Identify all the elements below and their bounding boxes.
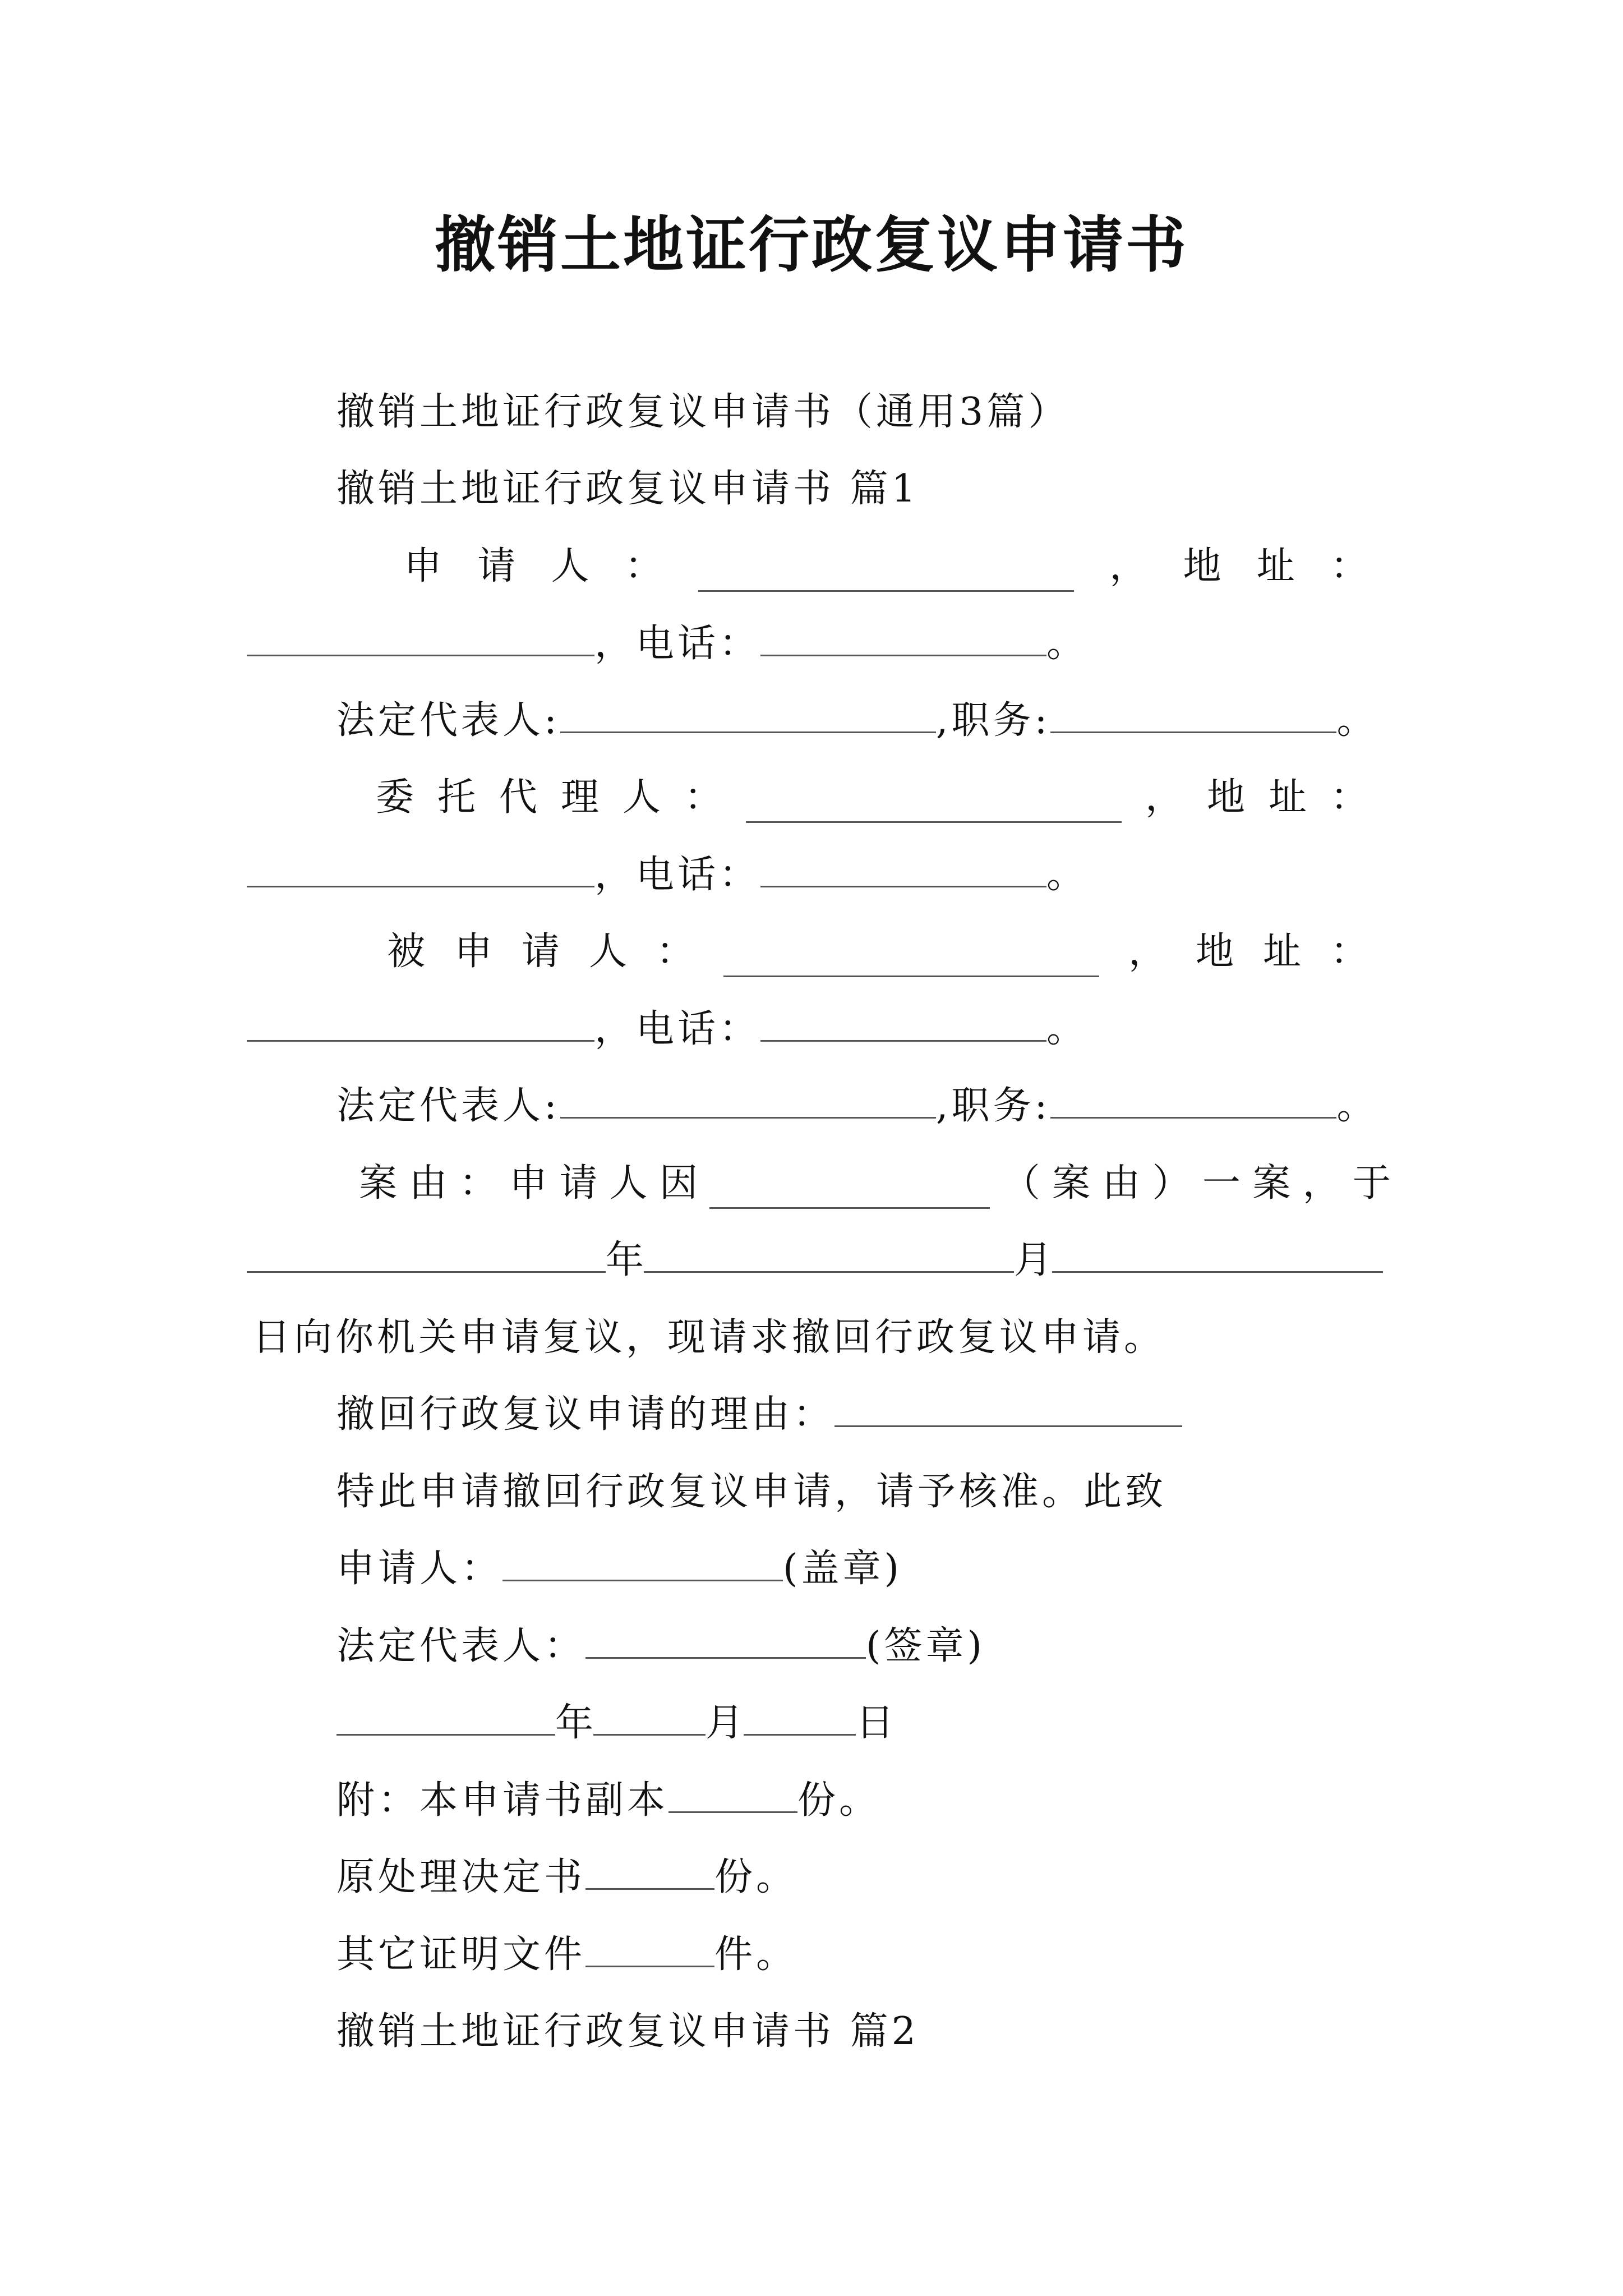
legal-rep-line-1: 法定代表人: ,职务: 。	[336, 698, 1378, 743]
agent-blank[interactable]	[746, 788, 1122, 823]
attach-copies-line: 附：本申请书副本 份。	[336, 1778, 881, 1823]
case-day-blank[interactable]	[1052, 1237, 1383, 1273]
sign-legal-rep-blank[interactable]	[585, 1623, 866, 1659]
withdraw-reason-blank[interactable]	[834, 1392, 1182, 1427]
document-subtitle: 撤销土地证行政复议申请书（通用3篇）	[336, 390, 1070, 434]
applicant-phone-line: ，电话： 。	[247, 619, 1088, 669]
respondent-blank[interactable]	[723, 942, 1099, 977]
applicant-address-blank[interactable]	[247, 621, 594, 656]
sign-date-line: 年 月 日	[336, 1698, 894, 1749]
agent-phone-blank[interactable]	[760, 852, 1046, 887]
withdraw-reason-line: 撤回行政复议申请的理由：	[336, 1389, 1182, 1440]
agent-phone-line: ，电话： 。	[247, 850, 1088, 900]
other-docs-blank[interactable]	[585, 1932, 714, 1967]
sign-day-blank[interactable]	[744, 1700, 856, 1736]
original-decision-blank[interactable]	[585, 1855, 714, 1890]
position-blank-1[interactable]	[1050, 698, 1336, 733]
legal-rep-line-2: 法定代表人: ,职务: 。	[336, 1084, 1378, 1128]
case-reason-end: 日向你机关申请复议，现请求撤回行政复议申请。	[252, 1315, 1166, 1360]
legal-rep-blank-1[interactable]	[560, 698, 936, 733]
agent-address-blank[interactable]	[247, 852, 594, 887]
respondent-phone-line: ，电话： 。	[247, 1004, 1088, 1055]
case-date-line: 年 月	[247, 1235, 1383, 1286]
applicant-blank[interactable]	[698, 556, 1074, 592]
applicant-phone-blank[interactable]	[760, 621, 1046, 656]
case-reason-blank[interactable]	[709, 1174, 990, 1209]
sign-applicant-line: 申请人： (盖章)	[336, 1547, 903, 1591]
case-reason-line: 案 由 ： 申 请 人 因 （ 案 由 ） 一 案 ， 于	[359, 1158, 1391, 1209]
other-docs-line: 其它证明文件 件。	[336, 1932, 798, 1977]
legal-rep-blank-2[interactable]	[560, 1083, 936, 1119]
attach-copies-blank[interactable]	[668, 1778, 797, 1813]
document-title: 撤销土地证行政复议申请书	[434, 210, 1188, 280]
case-month-blank[interactable]	[644, 1237, 1014, 1273]
section2-heading: 撤销土地证行政复议申请书 篇2	[336, 2009, 919, 2054]
original-decision-line: 原处理决定书 份。	[336, 1855, 798, 1899]
agent-line: 委 托 代 理 人 ： ， 地 址 ：	[376, 772, 1368, 823]
position-blank-2[interactable]	[1050, 1083, 1336, 1119]
section1-heading: 撤销土地证行政复议申请书 篇1	[336, 467, 919, 511]
request-line: 特此申请撤回行政复议申请，请予核准。此致	[336, 1470, 1167, 1514]
respondent-phone-blank[interactable]	[760, 1006, 1046, 1042]
sign-applicant-blank[interactable]	[502, 1546, 783, 1581]
sign-legal-rep-line: 法定代表人： (签章)	[336, 1624, 986, 1668]
case-year-blank[interactable]	[247, 1237, 606, 1273]
respondent-address-blank[interactable]	[247, 1006, 594, 1042]
sign-month-blank[interactable]	[593, 1700, 706, 1736]
sign-year-blank[interactable]	[336, 1700, 555, 1736]
applicant-line: 申 请 人 ： ， 地 址 ：	[404, 541, 1368, 592]
respondent-line: 被 申 请 人 ： ， 地 址 ：	[387, 927, 1368, 977]
